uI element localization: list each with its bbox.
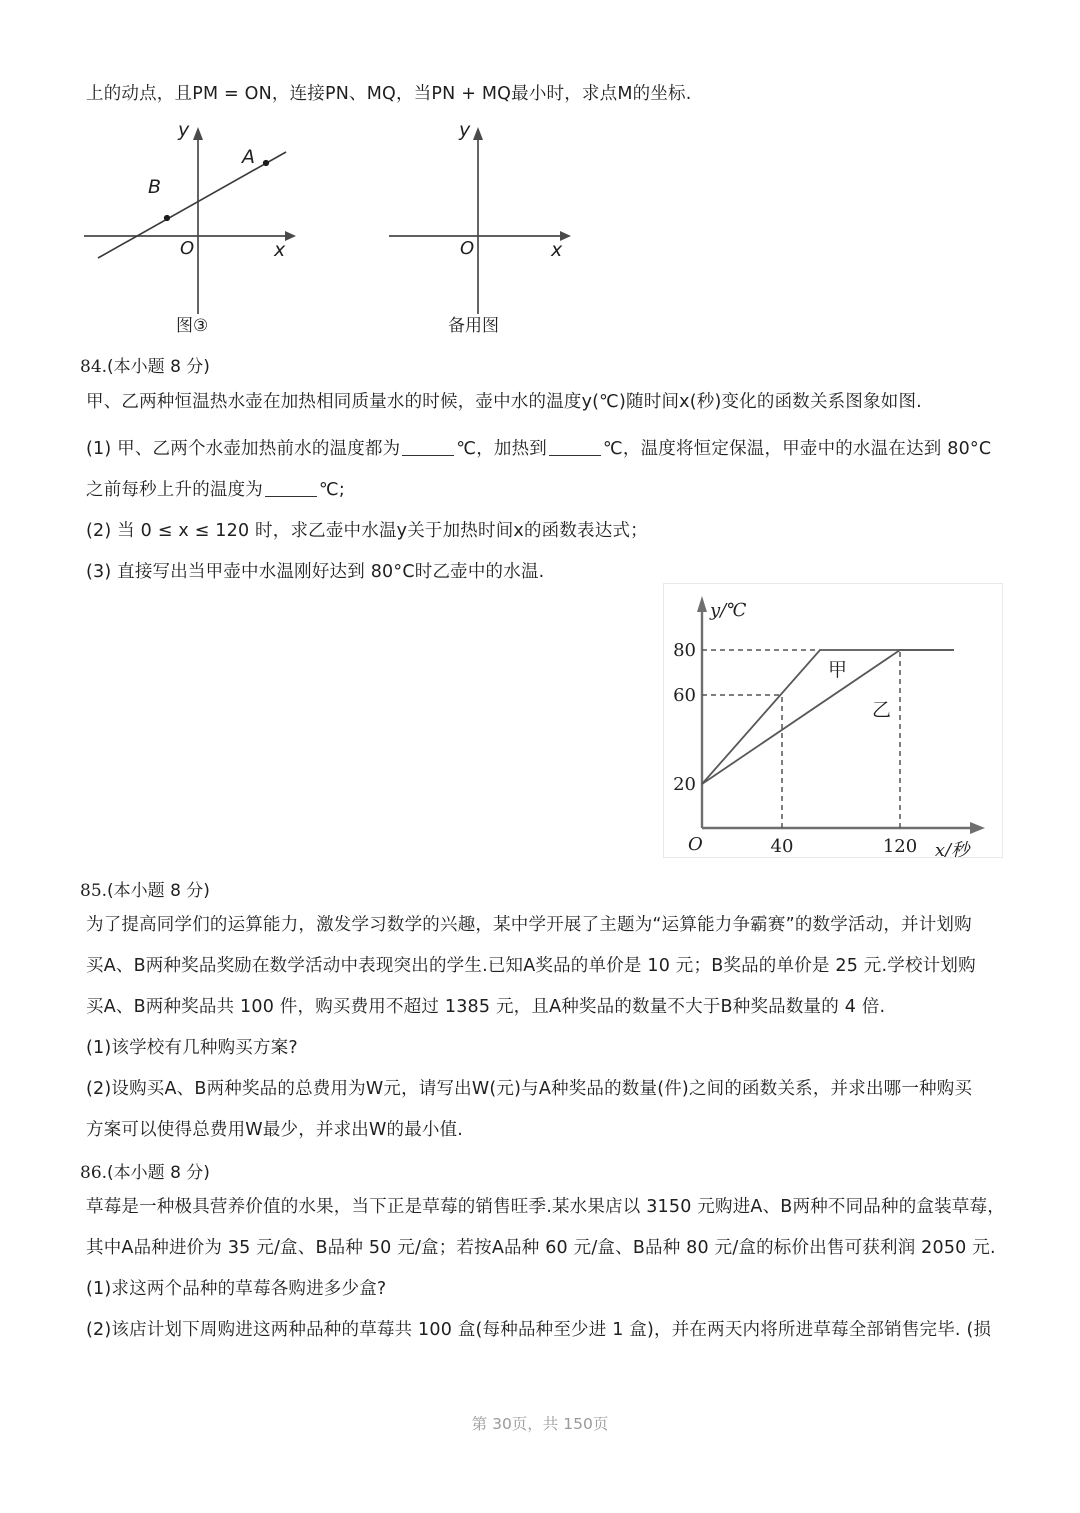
figure-spare-origin-label: O: [460, 238, 475, 259]
question-85-number: 85.: [80, 881, 108, 901]
question-84-chart: [663, 583, 1003, 858]
question-85-part2-l2: 方案可以使得总费用W最少，并求出W的最小值.: [86, 1120, 464, 1140]
question-85-stem-line2: [86, 954, 976, 979]
question-85-part2-l1: (2)设购买A、B两种奖品的总费用为W元，请写出W(元)与A种奖品的数量(件)之间的函数关系，并求出哪一种购买: [86, 1079, 973, 1099]
figure-spare: [385, 118, 605, 322]
question-84-number: 84.: [80, 357, 108, 377]
chart-origin-label: O: [688, 834, 703, 855]
question-84-part1-e: ℃;: [319, 480, 345, 500]
chart-x-axis-title: x/秒: [934, 840, 970, 857]
figure-3-caption: 图③: [176, 316, 209, 336]
answer-blank-3[interactable]: [265, 496, 317, 497]
question-85-stem-l2: 买A、B两种奖品奖励在数学活动中表现突出的学生.已知A奖品的单价是 10 元；B奖品的单价是 25 元.学校计划购: [86, 956, 976, 976]
question-86-marks: (本小题 8 分): [107, 1163, 210, 1183]
question-84-header: [80, 352, 210, 377]
figure-3: [80, 118, 330, 322]
question-84-part1-c: ℃，温度将恒定保温，甲壶中的水温在达到 80°C: [603, 439, 992, 459]
figure-3-point-a-label: A: [242, 146, 255, 168]
question-84-part1-line1: [86, 437, 991, 462]
figure-spare-x-axis-label: x: [551, 239, 563, 261]
x-axis-arrow: [285, 231, 296, 241]
question-86-part2: [86, 1318, 991, 1343]
question-84-stem-text: 甲、乙两种恒温热水壶在加热相同质量水的时候，壶中水的温度y(℃)随时间x(秒)变化的函数关系图象如图.: [86, 392, 922, 412]
figure-3-svg: [80, 118, 330, 318]
chart-x-axis-arrow: [970, 822, 985, 834]
question-85-part1: [86, 1036, 298, 1061]
question-85-part1-text: (1)该学校有几种购买方案?: [86, 1038, 298, 1058]
question-84-part2: [86, 519, 648, 544]
y-axis-arrow: [473, 127, 483, 140]
figure-3-y-axis-label: y: [178, 119, 190, 141]
question-86-stem-l1: 草莓是一种极具营养价值的水果，当下正是草莓的销售旺季.某水果店以 3150 元购进A、B两种不同品种的盒装草莓，: [86, 1197, 1005, 1217]
question-85-part2-line2: [86, 1118, 463, 1143]
question-86-stem-line1: [86, 1195, 1005, 1220]
series-jia-label: 甲: [828, 659, 848, 681]
question-85-stem-l1: 为了提高同学们的运算能力，激发学习数学的兴趣，某中学开展了主题为“运算能力争霸赛”的数学活动，并计划购: [86, 915, 972, 935]
question-84-part3: [86, 560, 544, 585]
question-86-stem-l2: 其中A品种进价为 35 元/盒、B品种 50 元/盒；若按A品种 60 元/盒、B品种 80 元/盒的标价出售可获利润 2050 元.: [86, 1238, 996, 1258]
question-86-header: [80, 1158, 210, 1183]
question-86-part2-text: (2)该店计划下周购进这两种品种的草莓共 100 盒(每种品种至少进 1 盒)，并在两天内将所进草莓全部销售完毕. (损: [86, 1320, 992, 1340]
question-85-stem-line1: [86, 913, 972, 938]
answer-blank-1[interactable]: [402, 455, 454, 456]
previous-question-tail: [86, 82, 692, 107]
question-85-header: [80, 876, 210, 901]
chart-y-axis-title: y/℃: [710, 600, 747, 621]
chart-xtick-40: 40: [770, 836, 794, 857]
series-yi-label: 乙: [872, 699, 892, 721]
chart-ytick-80: 80: [673, 640, 696, 661]
question-84-part1-line2: [86, 478, 345, 503]
question-84-part1-a: (1) 甲、乙两个水壶加热前水的温度都为: [86, 439, 401, 459]
page-number-text: 第 30页，共 150页: [471, 1415, 609, 1433]
chart-ytick-60: 60: [673, 685, 696, 706]
question-84-marks: (本小题 8 分): [107, 357, 210, 377]
question-85-marks: (本小题 8 分): [107, 881, 210, 901]
question-84-part1-d: 之前每秒上升的温度为: [86, 480, 263, 500]
point-B-dot: [164, 215, 170, 221]
figure-spare-caption: 备用图: [448, 316, 499, 336]
figure-spare-y-axis-label: y: [459, 119, 471, 141]
question-86-stem-line2: [86, 1236, 996, 1261]
answer-blank-2[interactable]: [549, 455, 601, 456]
temperature-time-chart-svg: [664, 584, 1002, 857]
question-86-number: 86.: [80, 1163, 108, 1183]
question-85-stem-l3: 买A、B两种奖品共 100 件，购买费用不超过 1385 元，且A种奖品的数量不大于B种奖品数量的 4 倍.: [86, 997, 886, 1017]
figure-3-point-b-label: B: [148, 176, 162, 198]
figure-3-x-axis-label: x: [274, 239, 286, 261]
question-84-part2-text: (2) 当 0 ≤ x ≤ 120 时，求乙壶中水温y关于加热时间x的函数表达式；: [86, 521, 648, 541]
point-A-dot: [263, 160, 269, 166]
question-85-part2-line1: [86, 1077, 972, 1102]
question-84-stem: [86, 390, 922, 415]
page-footer: [0, 1412, 1080, 1434]
chart-xtick-120: 120: [882, 836, 918, 857]
question-85-stem-line3: [86, 995, 885, 1020]
chart-y-axis-arrow: [697, 596, 707, 612]
question-84-part3-text: (3) 直接写出当甲壶中水温刚好达到 80°C时乙壶中的水温.: [86, 562, 545, 582]
y-axis-arrow: [193, 127, 203, 140]
figure-3-origin-label: O: [180, 238, 195, 259]
question-86-part1-text: (1)求这两个品种的草莓各购进多少盒?: [86, 1279, 387, 1299]
previous-question-tail-text: 上的动点，且PM = ON，连接PN、MQ，当PN + MQ最小时，求点M的坐标.: [86, 84, 692, 104]
figure-spare-svg: [385, 118, 605, 318]
chart-ytick-20: 20: [673, 774, 696, 795]
question-84-part1-b: ℃，加热到: [456, 439, 548, 459]
question-86-part1: [86, 1277, 386, 1302]
